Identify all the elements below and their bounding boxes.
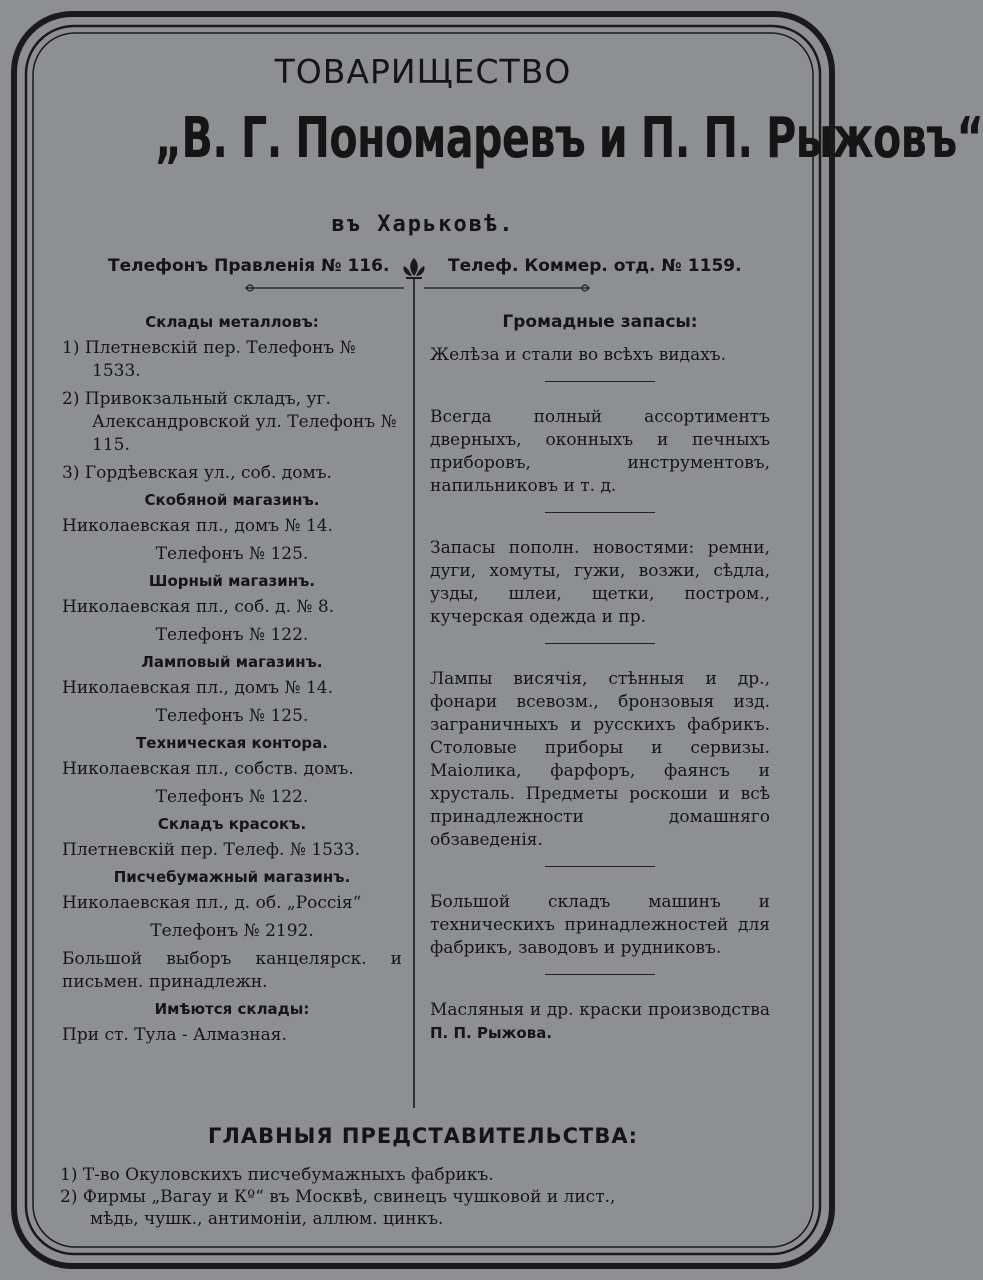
commerce-phone: Телеф. Коммер. отд. № 1159. (448, 256, 742, 276)
address-line: Николаевская пл., собств. домъ. (62, 759, 354, 779)
stock-paragraph: Запасы пополн. новостями: ремни, дуги, хомуты, гужи, возжи, сѣдла, узды, шлеи, щетки, постром., кучерская одежда и пр. (430, 538, 770, 627)
description-line: Большой выборъ канцелярск. и письмен. принадлежн. (62, 949, 402, 992)
list-item: 2) Привокзальный складъ, уг. Александровской ул. Телефонъ № 115. (62, 389, 397, 455)
section-heading: Скобяной магазинъ. (144, 491, 320, 509)
address-line: Николаевская пл., домъ № 14. (62, 516, 334, 536)
city-line: въ Харьковѣ. (331, 212, 515, 237)
phone-line: Телефонъ № 122. (155, 625, 309, 645)
section-heading: Писчебумажный магазинъ. (113, 868, 351, 886)
divider (545, 866, 655, 867)
section-heading: Техническая контора. (136, 734, 328, 752)
stock-paragraph: Большой складъ машинъ и техническихъ принадлежностей для фабрикъ, заводовъ и рудниковъ. (430, 892, 770, 958)
phone-line: Телефонъ № 125. (155, 544, 309, 564)
paints-paragraph (430, 999, 770, 1045)
board-phone: Телефонъ Правленія № 116. (108, 256, 390, 276)
address-line: Николаевская пл., домъ № 14. (62, 678, 334, 698)
section-heading: Шорный магазинъ. (148, 572, 316, 590)
address-line: При ст. Тула - Алмазная. (62, 1025, 287, 1045)
stock-heading: Громадные запасы: (502, 312, 698, 332)
list-item: 1) Плетневскій пер. Телефонъ № 1533. (62, 338, 356, 381)
address-line: Николаевская пл., соб. д. № 8. (62, 597, 335, 617)
list-item-continuation: мѣдь, чушк., антимоніи, аллюм. цинкъ. (90, 1209, 444, 1229)
address-line: Николаевская пл., д. об. „Россія“ (62, 893, 362, 913)
right-column (430, 312, 770, 1050)
stock-paragraph: Желѣза и стали во всѣхъ видахъ. (430, 345, 727, 365)
stock-paragraph: Всегда полный ассортиментъ дверныхъ, оконныхъ и печныхъ приборовъ, инструментовъ, напильниковъ и т. д. (430, 407, 770, 496)
company-name: „В. Г. Пономаревъ и П. П. Рыжовъ“ (154, 106, 983, 171)
section-heading: Склады металловъ: (145, 313, 319, 331)
representations-title: ГЛАВНЫЯ ПРЕДСТАВИТЕЛЬСТВА: (208, 1124, 638, 1148)
list-item: 2) Фирмы „Вагау и Кº“ въ Москвѣ, свинецъ чушковой и лист., (60, 1187, 616, 1207)
left-column (62, 312, 402, 1052)
phone-line: Телефонъ № 125. (155, 706, 309, 726)
stock-paragraph: Лампы висячія, стѣнныя и др., фонари всевозм., бронзовыя изд. заграничныхъ и русскихъ фабрикъ. Столовые приборы и сервизы. Маіолика, фарфоръ, фаянсъ и хрусталь. Предметы роскоши и всѣ принадлежности домашняго обзаведенія. (430, 669, 770, 850)
section-heading: Складъ красокъ. (157, 815, 307, 833)
section-heading: Ламповый магазинъ. (141, 653, 323, 671)
list-item: 1) Т-во Окуловскихъ писчебумажныхъ фабрикъ. (60, 1165, 494, 1185)
partnership-title: ТОВАРИЩЕСТВО (274, 52, 572, 91)
divider (545, 974, 655, 975)
paints-text: Масляныя и др. краски производства (430, 1000, 770, 1020)
phone-line: Телефонъ № 2192. (150, 921, 314, 941)
divider (545, 381, 655, 382)
section-heading: Имѣются склады: (154, 1000, 310, 1018)
list-item: 3) Гордѣевская ул., соб. домъ. (62, 463, 332, 483)
divider (545, 512, 655, 513)
paints-maker: П. П. Рыжова. (430, 1024, 553, 1042)
divider (545, 643, 655, 644)
address-line: Плетневскій пер. Телеф. № 1533. (62, 840, 360, 860)
representations-list (60, 1164, 790, 1230)
phone-line: Телефонъ № 122. (155, 787, 309, 807)
